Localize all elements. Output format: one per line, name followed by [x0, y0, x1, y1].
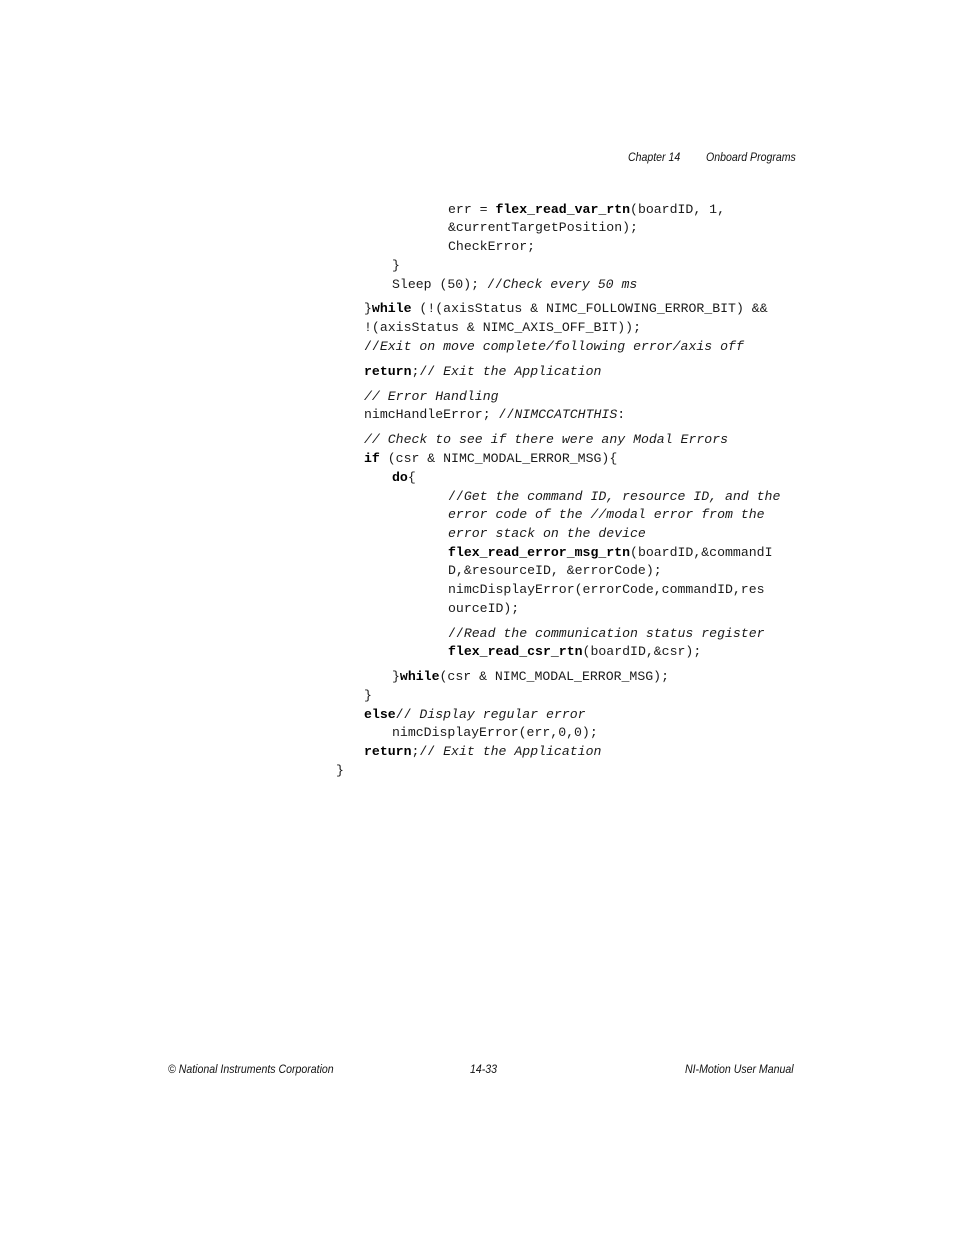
code-line: // Error Handling [364, 389, 499, 404]
code-line: &currentTargetPosition); [448, 220, 638, 235]
code-line: CheckError; [448, 239, 536, 254]
header-section: Onboard Programs [706, 150, 796, 164]
code-line: ourceID); [448, 601, 520, 616]
code-line: }while(csr & NIMC_MODAL_ERROR_MSG); [392, 669, 669, 684]
code-line: else// Display regular error [364, 707, 586, 722]
code-line: return;// Exit the Application [364, 744, 602, 759]
code-line: error code of the //modal error from the [448, 507, 765, 522]
code-line: err = flex_read_var_rtn(boardID, 1, [448, 202, 725, 217]
code-line: }while (!(axisStatus & NIMC_FOLLOWING_ERROR_BIT) && [364, 301, 768, 316]
header-chapter: Chapter 14 [628, 150, 681, 164]
code-line: } [364, 688, 372, 703]
code-line: nimcDisplayError(errorCode,commandID,res [448, 582, 765, 597]
footer-page-number: 14-33 [470, 1062, 498, 1076]
code-line: //Get the command ID, resource ID, and the [448, 489, 781, 504]
footer-manual-title: NI-Motion User Manual [685, 1062, 794, 1076]
code-line: if (csr & NIMC_MODAL_ERROR_MSG){ [364, 451, 618, 466]
code-line: return;// Exit the Application [364, 364, 602, 379]
code-line: //Exit on move complete/following error/axis off [364, 339, 744, 354]
footer-copyright: © National Instruments Corporation [168, 1062, 334, 1076]
code-line: nimcHandleError; //NIMCCATCHTHIS: [364, 407, 626, 422]
code-line: } [336, 763, 344, 778]
code-line: flex_read_csr_rtn(boardID,&csr); [448, 644, 702, 659]
code-line: flex_read_error_msg_rtn(boardID,&commandI [448, 545, 773, 560]
code-line: //Read the communication status register [448, 626, 765, 641]
code-line: error stack on the device [448, 526, 646, 541]
code-line: // Check to see if there were any Modal Errors [364, 432, 729, 447]
code-line: D,&resourceID, &errorCode); [448, 563, 662, 578]
code-line: do{ [392, 470, 416, 485]
code-line: Sleep (50); //Check every 50 ms [392, 277, 638, 292]
code-line: } [392, 258, 400, 273]
code-line: !(axisStatus & NIMC_AXIS_OFF_BIT)); [364, 320, 641, 335]
code-line: nimcDisplayError(err,0,0); [392, 725, 598, 740]
